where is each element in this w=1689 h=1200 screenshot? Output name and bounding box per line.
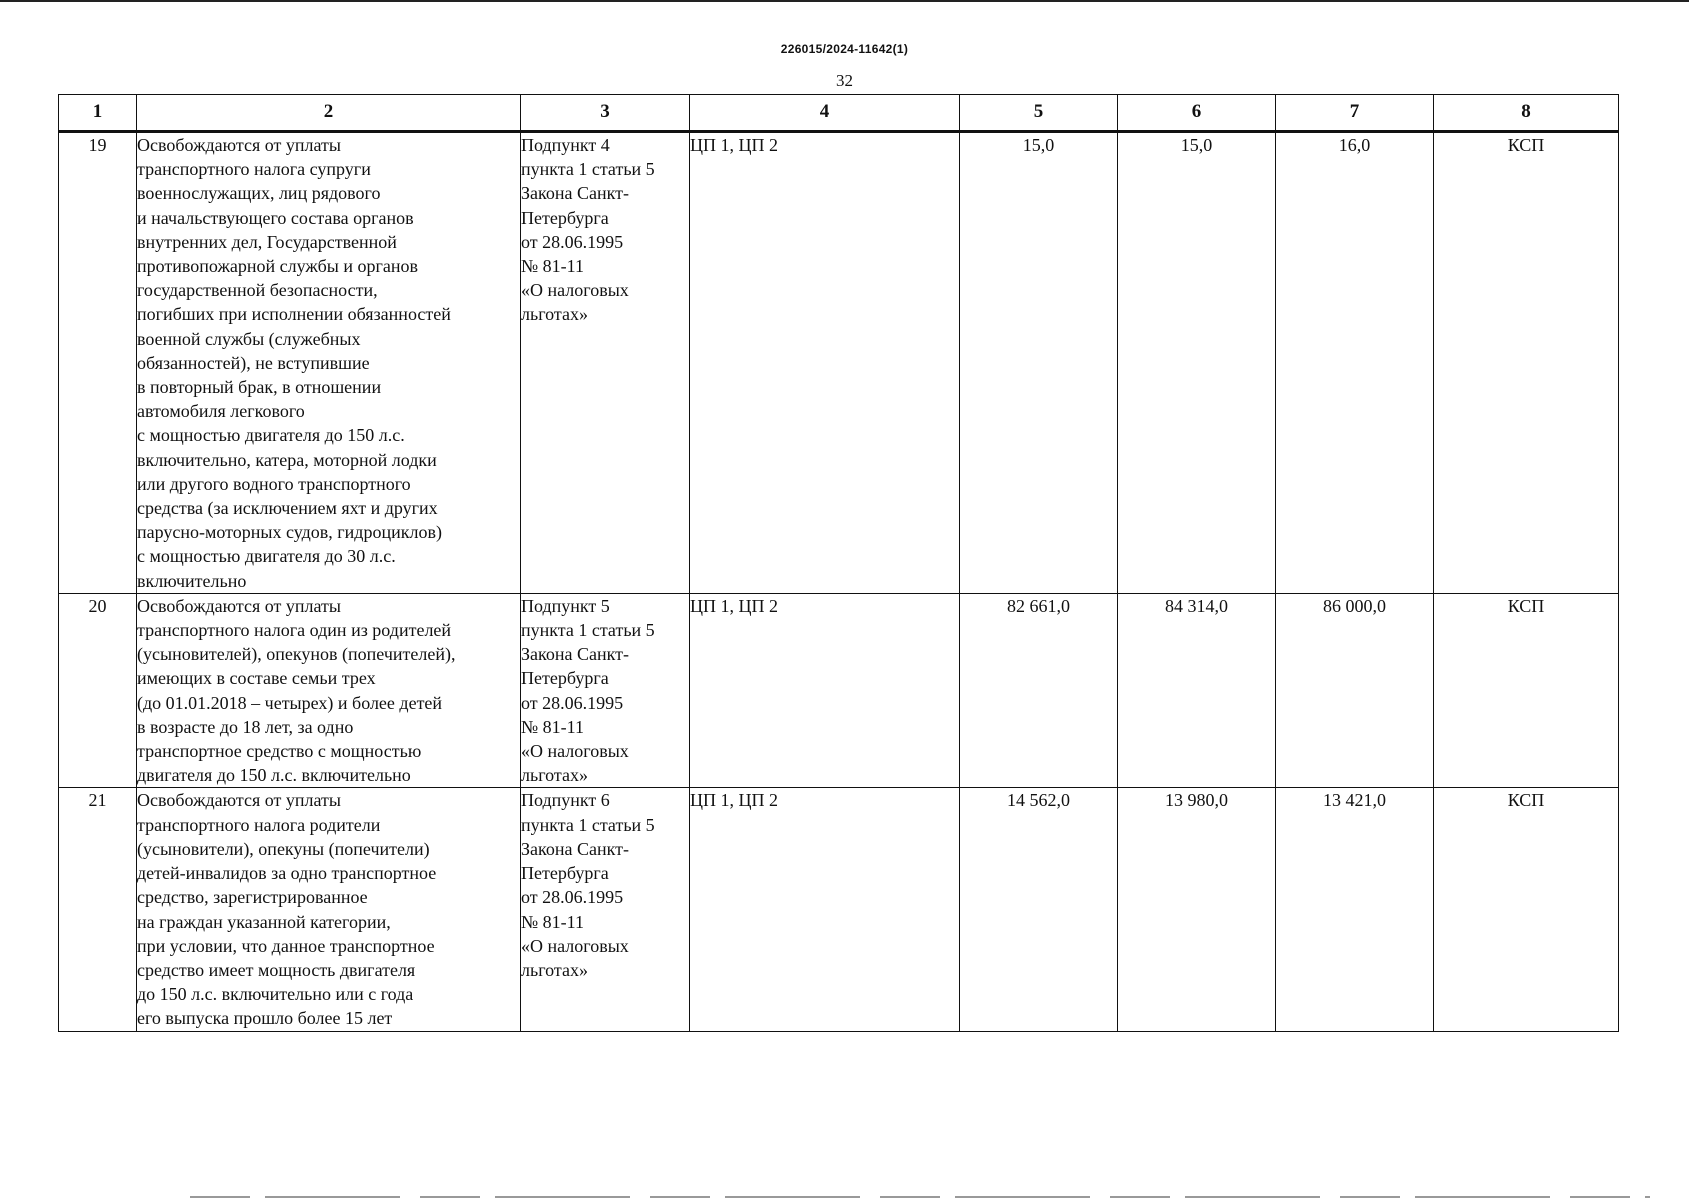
benefit-description-line: транспортного налога супруги [137, 159, 371, 180]
legal-basis-line: № 81-11 [521, 911, 584, 932]
value-col-5: 14 562,0 [960, 788, 1118, 1031]
table-row [59, 788, 1619, 1031]
benefit-description-line: транспортное средство с мощностью [137, 741, 422, 762]
legal-basis-line: Подпункт 6 [521, 790, 610, 811]
benefit-description-line: на граждан указанной категории, [137, 911, 391, 932]
curator-code: КСП [1434, 788, 1619, 1031]
legal-basis-line: Подпункт 4 [521, 135, 610, 155]
row-number: 21 [59, 788, 137, 1031]
document-id: 226015/2024-11642(1) [780, 42, 909, 56]
legal-basis-line: Петербурга [521, 668, 609, 689]
benefit-description-line: военной службы (служебных [137, 328, 361, 349]
benefit-description-line: включительно, катера, моторной лодки [137, 449, 437, 470]
benefit-description-line: транспортного налога родители [137, 814, 381, 835]
legal-basis-line: Подпункт 5 [521, 595, 610, 616]
legal-basis-line: от 28.06.1995 [521, 692, 624, 713]
value-col-6: 13 980,0 [1118, 788, 1276, 1031]
legal-basis-line: Закона Санкт- [521, 838, 629, 859]
legal-basis-line: № 81-11 [521, 256, 584, 277]
value-col-6: 15,0 [1118, 132, 1276, 594]
benefit-description-line: включительно [137, 570, 247, 591]
benefit-description-line: средство, зарегистрированное [137, 887, 368, 908]
benefit-description-line: транспортного налога один из родителей [137, 620, 452, 641]
benefit-description-line: погибших при исполнении обязанностей [137, 304, 451, 325]
legal-basis-line: от 28.06.1995 [521, 231, 624, 252]
legal-basis-line: «О налоговых [521, 280, 629, 301]
legal-basis-line: пункта 1 статьи 5 [521, 814, 655, 835]
value-col-7: 86 000,0 [1276, 593, 1434, 788]
benefit-description-line: в повторный брак, в отношении [137, 377, 382, 398]
benefit-description-line: Освобождаются от уплаты [137, 135, 341, 155]
benefit-description-line: при условии, что данное транспортное [137, 935, 435, 956]
value-col-7: 13 421,0 [1276, 788, 1434, 1031]
legal-basis [521, 788, 690, 1031]
benefit-description-line: двигателя до 150 л.с. включительно [137, 765, 411, 786]
value-col-7: 16,0 [1276, 132, 1434, 594]
page-top-border [0, 0, 1689, 2]
legal-basis-line: Петербурга [521, 863, 609, 884]
header-cell-6: 6 [1118, 95, 1276, 132]
legal-basis-line: льготах» [521, 765, 588, 786]
benefit-description [137, 788, 521, 1031]
value-col-6: 84 314,0 [1118, 593, 1276, 788]
header-cell-4: 4 [690, 95, 960, 132]
benefit-description-line: его выпуска прошло более 15 лет [137, 1008, 393, 1029]
scan-bottom-edge [190, 1196, 1650, 1198]
legal-basis-line: Закона Санкт- [521, 183, 629, 204]
legal-basis-line: льготах» [521, 304, 588, 325]
benefit-description-line: военнослужащих, лиц рядового [137, 183, 381, 204]
program-goals: ЦП 1, ЦП 2 [690, 593, 960, 788]
value-col-5: 15,0 [960, 132, 1118, 594]
benefit-description [137, 593, 521, 788]
legal-basis-line: пункта 1 статьи 5 [521, 159, 655, 180]
table-row [59, 593, 1619, 788]
benefit-description-line: внутренних дел, Государственной [137, 231, 397, 252]
legal-basis [521, 593, 690, 788]
row-number: 19 [59, 132, 137, 594]
benefit-description-line: детей-инвалидов за одно транспортное [137, 863, 437, 884]
benefit-description-line: обязанностей), не вступившие [137, 352, 370, 373]
benefits-table [58, 94, 1619, 1032]
benefit-description-line: имеющих в составе семьи трех [137, 668, 376, 689]
curator-code: КСП [1434, 593, 1619, 788]
benefit-description-line: парусно-моторных судов, гидроциклов) [137, 522, 442, 543]
benefit-description-line: в возрасте до 18 лет, за одно [137, 716, 354, 737]
benefit-description-line: с мощностью двигателя до 30 л.с. [137, 546, 396, 567]
program-goals: ЦП 1, ЦП 2 [690, 132, 960, 594]
legal-basis-line: льготах» [521, 959, 588, 980]
benefit-description-line: (усыновителей), опекунов (попечителей), [137, 644, 456, 665]
benefit-description-line: (усыновители), опекуны (попечители) [137, 838, 430, 859]
legal-basis-line: «О налоговых [521, 741, 629, 762]
curator-code: КСП [1434, 132, 1619, 594]
benefit-description-line: до 150 л.с. включительно или с года [137, 984, 414, 1005]
legal-basis-line: Закона Санкт- [521, 644, 629, 665]
legal-basis-line: «О налоговых [521, 935, 629, 956]
header-cell-8: 8 [1434, 95, 1619, 132]
legal-basis-line: Петербурга [521, 207, 609, 228]
benefit-description-line: средства (за исключением яхт и других [137, 498, 438, 519]
benefit-description-line: государственной безопасности, [137, 280, 378, 301]
benefit-description-line: или другого водного транспортного [137, 473, 411, 494]
header-cell-7: 7 [1276, 95, 1434, 132]
benefit-description-line: противопожарной службы и органов [137, 256, 418, 277]
value-col-5: 82 661,0 [960, 593, 1118, 788]
header-cell-1: 1 [59, 95, 137, 132]
benefit-description-line: средство имеет мощность двигателя [137, 959, 416, 980]
header-cell-5: 5 [960, 95, 1118, 132]
benefit-description [137, 132, 521, 594]
benefit-description-line: и начальствующего состава органов [137, 207, 414, 228]
benefit-description-line: Освобождаются от уплаты [137, 595, 341, 616]
benefit-description-line: автомобиля легкового [137, 401, 305, 422]
header-cell-2: 2 [137, 95, 521, 132]
table-body [59, 132, 1619, 1032]
table-row [59, 132, 1619, 594]
benefit-description-line: с мощностью двигателя до 150 л.с. [137, 425, 405, 446]
benefit-description-line: (до 01.01.2018 – четырех) и более детей [137, 692, 443, 713]
legal-basis-line: от 28.06.1995 [521, 887, 624, 908]
header-cell-3: 3 [521, 95, 690, 132]
benefit-description-line: Освобождаются от уплаты [137, 790, 341, 811]
legal-basis-line: пункта 1 статьи 5 [521, 620, 655, 641]
header-row [59, 95, 1619, 132]
legal-basis-line: № 81-11 [521, 716, 584, 737]
page-number: 32 [836, 71, 853, 90]
legal-basis [521, 132, 690, 594]
row-number: 20 [59, 593, 137, 788]
program-goals: ЦП 1, ЦП 2 [690, 788, 960, 1031]
